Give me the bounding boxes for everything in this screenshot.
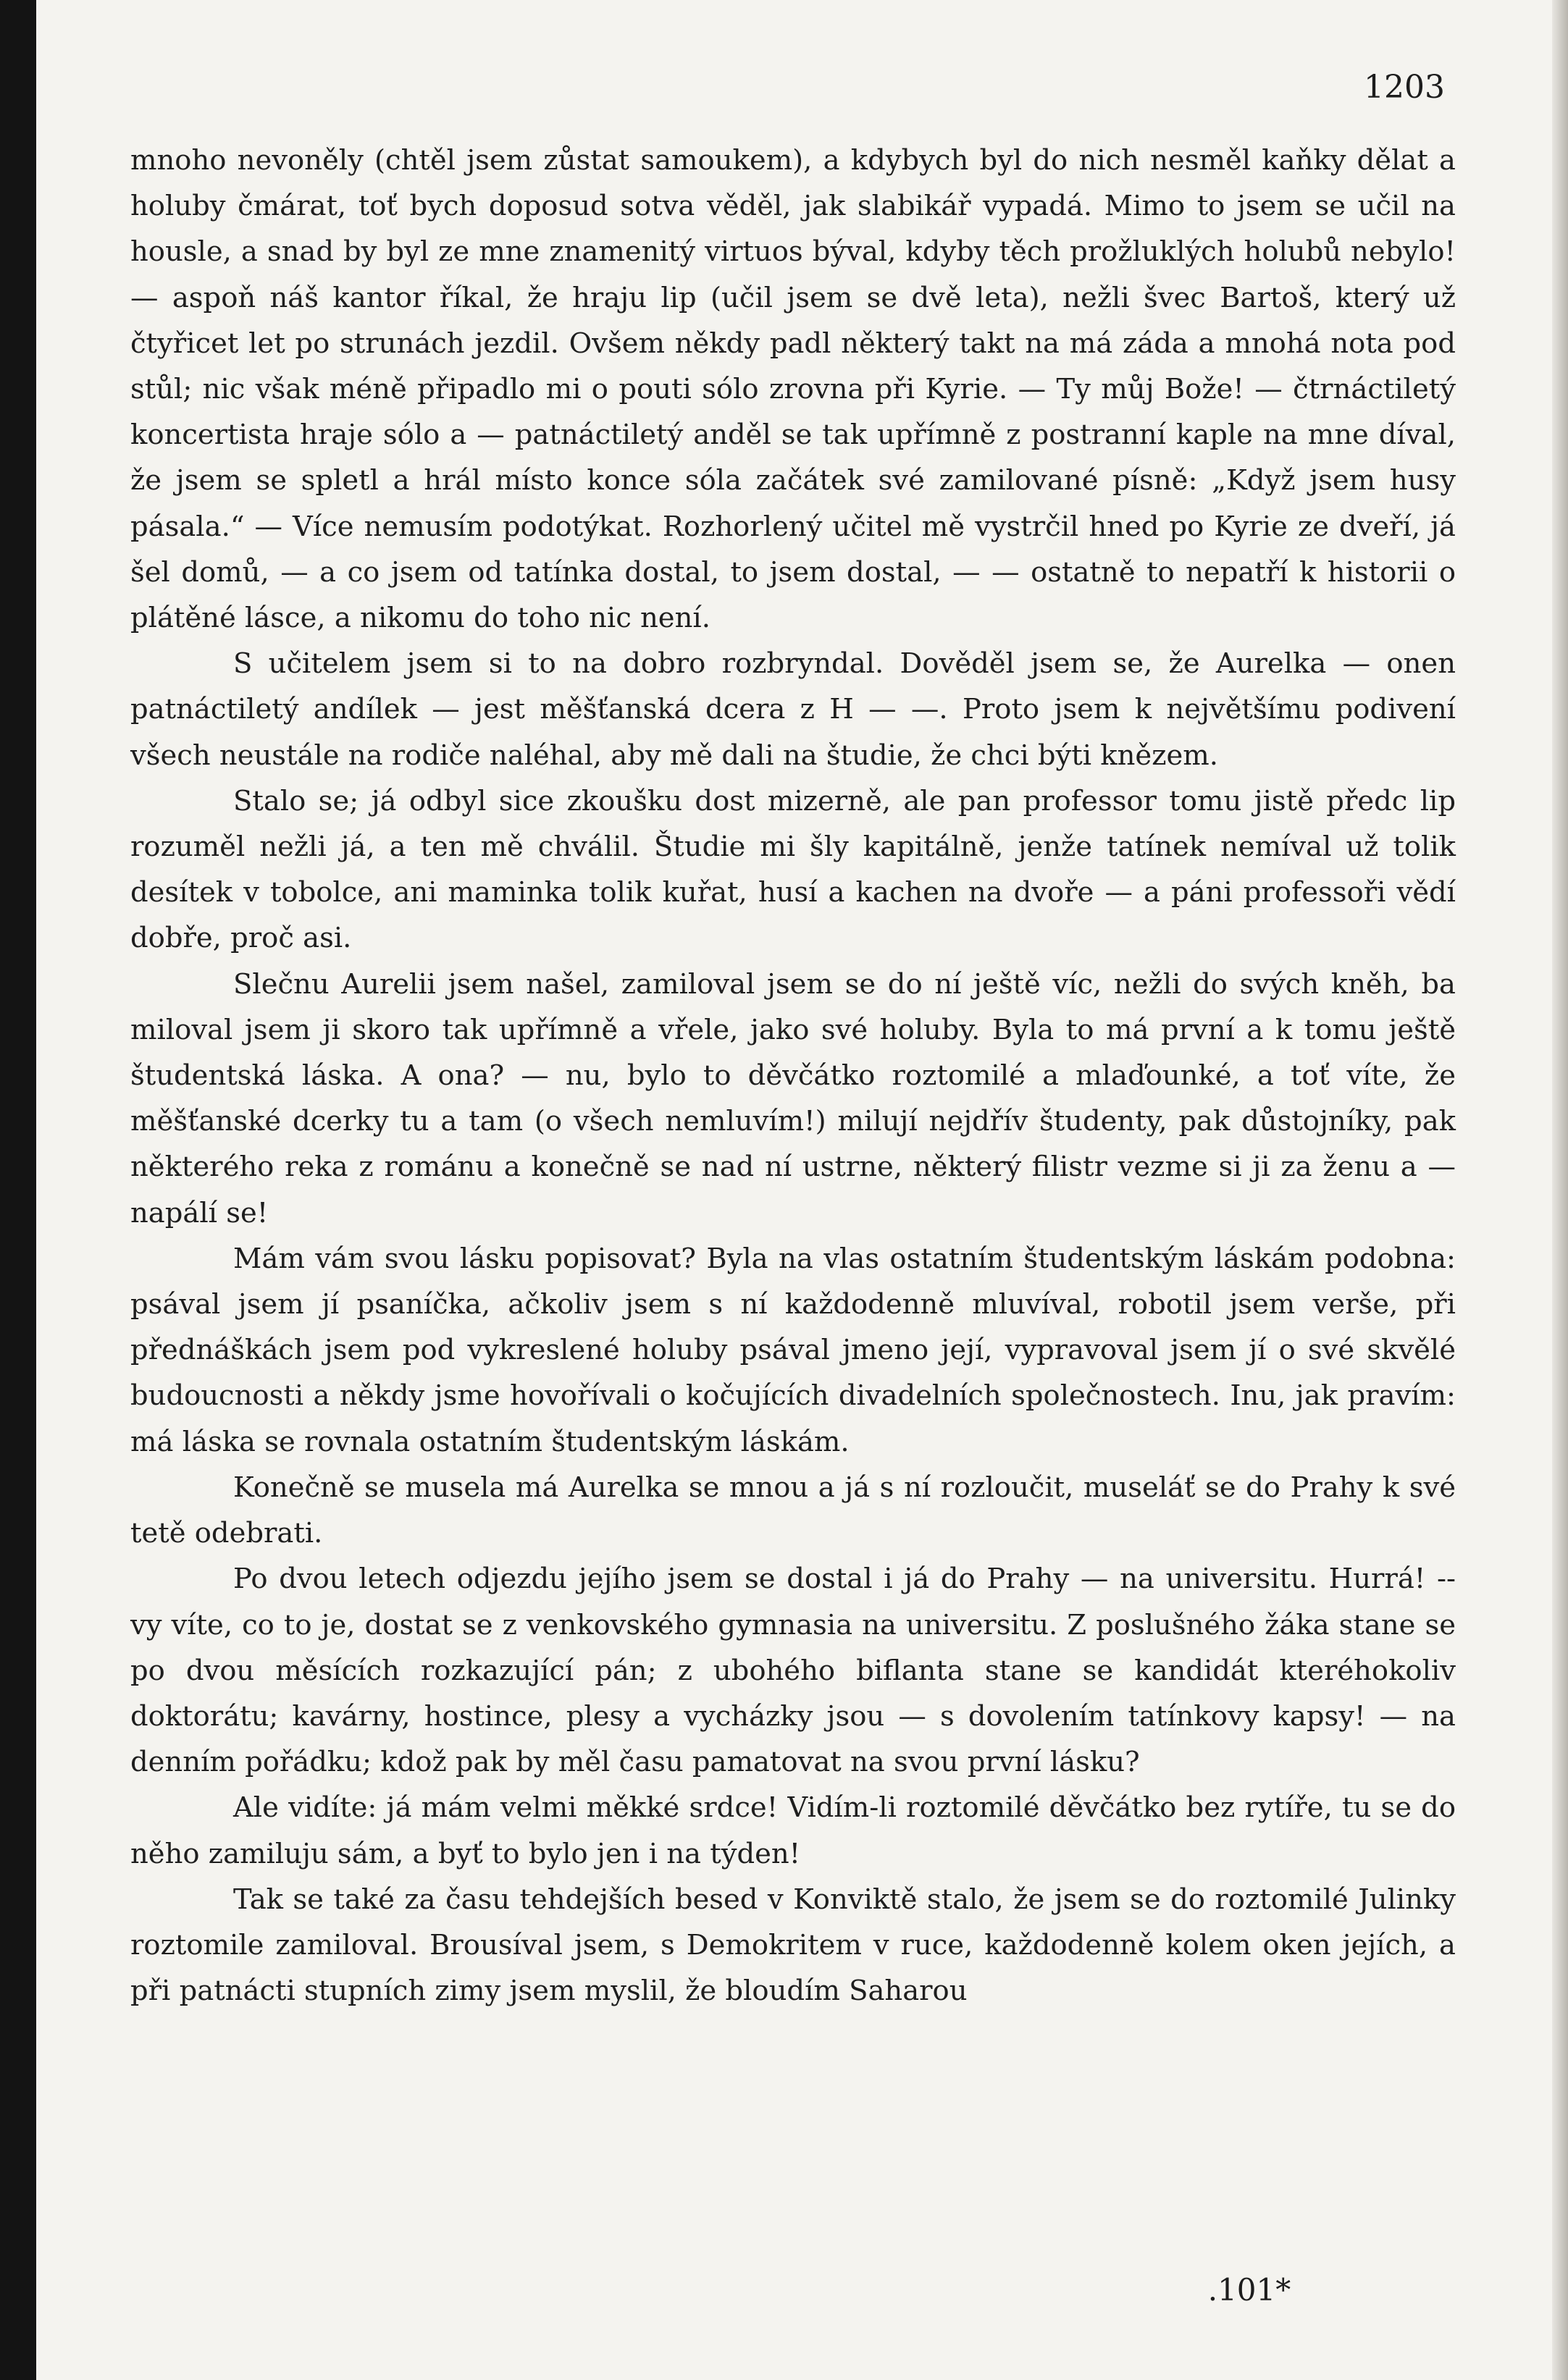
signature-mark: .101* [1207,2272,1291,2308]
scan-right-edge [1552,0,1568,2380]
paragraph: Mám vám svou lásku popisovat? Byla na vlas ostatním študentským láskám podobna: psával jsem jí psaníčka, ačkoliv jsem s ní každodenně mluvíval, robotil jsem verše, při přednáškách jsem pod vykreslené holuby psával jmeno její, vypravoval jsem jí o své skvělé budoucnosti a někdy jsme hovořívali o kočujících divadelních společnostech. Inu, jak pravím: má láska se rovnala ostatním študentským láskám. [130,1242,1456,1458]
paragraph: mnoho nevoněly (chtěl jsem zůstat samoukem), a kdybych byl do nich nesměl kaňky dělat a holuby čmárat, toť bych doposud sotva věděl, jak slabikář vypadá. Mimo to jsem se učil na housle, a snad by byl ze mne znamenitý virtuos býval, kdyby těch prožluklých holubů nebylo! — aspoň náš kantor říkal, že hraju lip (učil jsem se dvě leta), nežli švec Bartoš, který už čtyřicet let po strunách jezdil. Ovšem někdy padl některý takt na má záda a mnohá nota pod stůl; nic však méně připadlo mi o pouti sólo zrovna při Kyrie. — Ty můj Bože! — čtrnáctiletý koncertista hraje sólo a — patnáctiletý anděl se tak upřímně z postranní kaple na mne díval, že jsem se spletl a hrál místo konce sóla začátek své zamilované písně: „Když jsem husy pásala.“ — Více nemusím podotýkat. Rozhorlený učitel mě vystrčil hned po Kyrie ze dveří, já šel domů, — a co jsem od tatínka dostal, to jsem dostal, — — ostatně to nepatří k historii o plátěné lásce, a nikomu do toho nic není. [130,144,1456,635]
book-page [36,0,1552,2380]
scan-left-edge [0,0,36,2380]
paragraph: S učitelem jsem si to na dobro rozbryndal. Dověděl jsem se, že Aurelka — onen patnáctiletý andílek — jest měšťanská dcera z H — —. Proto jsem k největšímu podivení všech neustále na rodiče naléhal, aby mě dali na študie, že chci býti knězem. [130,647,1456,772]
page-number: 1203 [1364,69,1445,106]
paragraph: Po dvou letech odjezdu jejího jsem se dostal i já do Prahy — na universitu. Hurrá! -- vy víte, co to je, dostat se z venkovského gymnasia na universitu. Z poslušného žáka stane se po dvou měsících rozkazující pán; z ubohého biflanta stane se kandidát kteréhokoliv doktorátu; kavárny, hostince, plesy a vycházky jsou — s dovolením tatínkovy kapsy! — na denním pořádku; kdož pak by měl času pamatovat na svou první lásku? [130,1563,1456,1779]
page-text [130,138,1456,2014]
paragraph: Stalo se; já odbyl sice zkoušku dost mizerně, ale pan professor tomu jistě předc lip rozuměl nežli já, a ten mě chválil. Študie mi šly kapitálně, jenže tatínek nemíval už tolik desítek v tobolce, ani maminka tolik kuřat, husí a kachen na dvoře — a páni professoři vědí dobře, proč asi. [130,784,1456,955]
paragraph: Slečnu Aurelii jsem našel, zamiloval jsem se do ní ještě víc, nežli do svých kněh, ba miloval jsem ji skoro tak upřímně a vřele, jako své holuby. Byla to má první a k tomu ještě študentská láska. A ona? — nu, bylo to děvčátko roztomilé a mlaďounké, a toť víte, že měšťanské dcerky tu a tam (o všech nemluvím!) milují nejdřív študenty, pak důstojníky, pak některého reka z románu a konečně se nad ní ustrne, některý filistr vezme si ji za ženu a — napálí se! [130,967,1456,1229]
paragraph: Ale vidíte: já mám velmi měkké srdce! Vidím-li roztomilé děvčátko bez rytíře, tu se do něho zamiluju sám, a byť to bylo jen i na týden! [130,1791,1456,1870]
paragraph: Konečně se musela má Aurelka se mnou a já s ní rozloučit, museláť se do Prahy k své tetě odebrati. [130,1471,1456,1550]
paragraph: Tak se také za času tehdejších besed v Konviktě stalo, že jsem se do roztomilé Julinky roztomile zamiloval. Brousíval jsem, s Demokritem v ruce, každodenně kolem oken jejích, a při patnácti stupních zimy jsem myslil, že bloudím Saharou [130,1883,1456,2008]
